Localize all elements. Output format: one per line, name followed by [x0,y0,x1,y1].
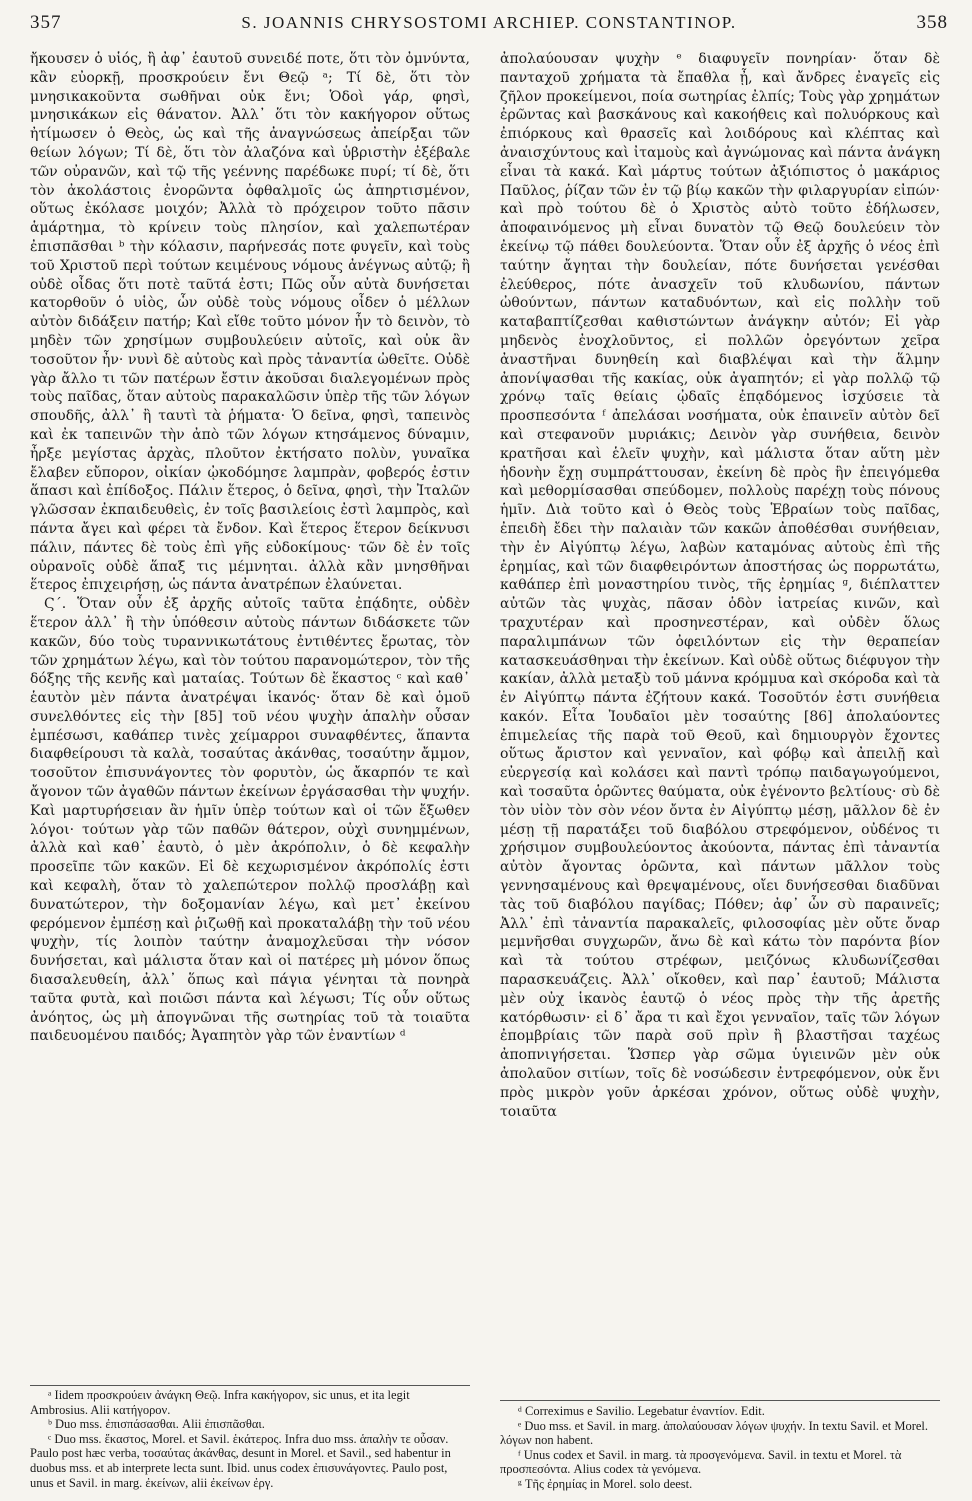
footnote-d: ᵈ Correximus e Savilio. Legebatur ἐναντίον. Edit. [518,1404,765,1418]
footnote-f: ᶠ Unus codex et Savil. in marg. τὰ προσγενόμενα. Savil. in textu et Morel. τὰ προσπεσόντα. Alius codex τὰ γενόμενα. [500,1447,902,1477]
left-paragraph-2: Ϛ΄. Ὅταν οὖν ἐξ ἀρχῆς αὐτοῖς ταῦτα ἐπᾴδητε, οὐδὲν ἕτερον ἀλλ᾽ ἢ τὴν ὑπόθεσιν αὐτοὺς πάντων διδάσκετε τῶν κακῶν, δύο τοὺς τυραννικωτάτους ἐντιθέντες ἔρωτας, τὸν τῶν χρημάτων λέγω, καὶ τὸν τούτου παρανομώτερον, τὸν τῆς δόξης τῆς κενῆς καὶ ματαίας. Τούτων δὲ ἕκαστος ᶜ καὶ καθ᾽ ἑαυτὸν μὲν πάντα ἀνατρέψαι ἱκανός· ὅταν δὲ καὶ ὁμοῦ συνελθόντες εἰς τὴν [85] τοῦ νέου ψυχὴν ἁπαλὴν οὖσαν ἐμπέσωσι, καθάπερ τινὲς χείμαρροι συναφθέντες, ἅπαντα διαφθείρουσι τὰ καλὰ, τοσαύτας ἀκάνθας, τοσαύτην ἄμμον, τοσοῦτον ἐπισυνάγοντες τὸν φορυτὸν, ὡς ἄκαρπόν τε καὶ ἄγονον τῶν ἀγαθῶν πάντων ἐκείνων ἐργάσασθαι τὴν ψυχήν. Καὶ μαρτυρήσειαν ἂν ἡμῖν ὑπὲρ τούτων καὶ οἱ τῶν ἔξωθεν λόγοι· τούτων γὰρ τῶν παθῶν θάτερον, οὐχὶ συνημμένων, ἀλλὰ καὶ καθ᾽ ἑαυτὸ, ὁ μὲν ἀκρόπολιν, ὁ δὲ κεφαλὴν προσεῖπε τῶν κακῶν. Εἰ δὲ κεχωρισμένον ἀκρόπολίς ἐστι καὶ κεφαλὴ, ὅταν τὸ χαλεπώτερον πολλῷ προσλάβῃ καὶ δυνατώτερον, τὴν δοξομανίαν λέγω, καὶ μετ᾽ ἐκείνου φερόμενον ἐμπέσῃ καὶ ῥιζωθῇ καὶ προκαταλάβῃ τὴν τοῦ νέου ψυχὴν, τίς λοιπὸν ταύτην ἀναμοχλεῦσαι τὴν νόσον δυνήσεται, καὶ μάλιστα ὅταν καὶ οἱ πατέρες μὴ μόνον ὅπως διασαλευθείη, ἀλλ᾽ ὅπως καὶ πάγια γένηται τὰ πονηρὰ ταῦτα φυτὰ, καὶ ποιῶσι πάντα καὶ λέγωσι; Τίς οὖν οὕτως ἀνόητος, ὡς μὴ ἀπογνῶναι τῆς σωτηρίας τοῦ τὰ τοιαῦτα παιδευομένου παιδός; Ἀγαπητὸν γὰρ τῶν ἐναντίων ᵈ [30,596,470,1045]
right-column [500,50,940,1121]
footnote-a: ᵃ Iidem προσκρούειν ἀνάγκη Θεῷ. Infra κακήγορον, sic unus, et ita legit Ambrosius. Alii κατήγορον. [30,1388,410,1417]
left-column [30,50,470,1046]
page-number-right: 358 [916,12,948,33]
footnote-rule-left [30,1385,470,1386]
footnote-g: ᵍ Τῆς ἐρημίας in Morel. solo deest. [518,1476,693,1491]
footnotes-left [30,1388,470,1490]
right-paragraph-1: ἀπολαύουσαν ψυχὴν ᵉ διαφυγεῖν πονηρίαν· ὅταν δὲ πανταχοῦ χρήματα τὰ ἔπαθλα ᾖ, καὶ ἄνδρες ἐναγεῖς εἰς ζῆλον προκείμενοι, ποία σωτηρίας ἐλπίς; Τοὺς γὰρ χρημάτων ἐρῶντας καὶ βασκάνους καὶ κακοήθεις καὶ πολυόρκους καὶ ἐπιόρκους καὶ θρασεῖς καὶ λοιδόρους καὶ κλέπτας καὶ ἀναισχύντους καὶ ἰταμοὺς καὶ ἀγνώμονας καὶ πάντα ἀνάγκη εἶναι τὰ κακά. Καὶ μάρτυς τούτων ἀξιόπιστος ὁ μακάριος Παῦλος, ῥίζαν τῶν ἐν τῷ βίῳ κακῶν τὴν φιλαργυρίαν εἰπών· καὶ πρὸ τούτου δὲ ὁ Χριστὸς αὐτὸ τοῦτο ἐδήλωσεν, ἀποφαινόμενος μὴ εἶναι δυνατὸν τῷ Θεῷ δουλεύειν τὸν ἐκείνῳ τῷ πάθει δουλεύοντα. Ὅταν οὖν ἐξ ἀρχῆς ὁ νέος ἐπὶ ταύτην ἄγηται τὴν δουλείαν, πότε δυνήσεται γενέσθαι ἐλεύθερος, πότε ἀνασχεῖν τοῦ κλυδωνίου, πάντων ὠθούντων, πάντων καταδυόντων, καὶ εἰς πολλὴν τοῦ καταβαπτίζεσθαι καθιστώντων ἀνάγκην αὐτόν; Εἰ γὰρ μηδενὸς ἐνοχλοῦντος, εἰ πολλῶν ὀρεγόντων χεῖρα ἀναστῆναι δυνηθείη καὶ διαβλέψαι καὶ τὴν ἅλμην ἀπονίψασθαι τῆς κακίας, οὐκ ἀγαπητόν; εἰ γὰρ πολλῷ τῷ χρόνῳ ταῖς θείαις ᾠδαῖς ἐπᾳδόμενος ἰσχύσειε τὰ προσπεσόντα ᶠ ἀπελάσαι νοσήματα, οὐκ ἐπαινεῖν αὐτὸν δεῖ καὶ στεφανοῦν μυριάκις; Δεινὸν γὰρ συνήθεια, δεινὸν κρατῆσαι καὶ ἑλεῖν ψυχὴν, καὶ μάλιστα ὅταν αὕτη μὲν ἡδονὴν ἔχῃ συμπράττουσαν, ἐκείνη δὲ πρὸς ἣν ἐπειγόμεθα καὶ μεθορμίσασθαι σπεύδομεν, πολλοὺς παρέχῃ τοὺς πόνους ἡμῖν. Διὰ τοῦτο καὶ ὁ Θεὸς τοὺς Ἑβραίων τοὺς παῖδας, ἐπειδὴ ἔδει τὴν παλαιὰν τῶν κακῶν ἀποθέσθαι συνήθειαν, τὴν ἐν Αἰγύπτῳ λέγω, λαβὼν καταμόνας αὐτοὺς ἐπὶ τῆς ἐρημίας, καὶ τῶν διαφθειρόντων ἀποστήσας ὡς πορρωτάτω, καθάπερ ἐπὶ μοναστηρίου τινὸς, τῆς ἐρημίας ᵍ, διέπλαττεν αὐτῶν τὰς ψυχὰς, πᾶσαν ὁδὸν ἰατρείας κινῶν, καὶ τραχυτέραν καὶ προσηνεστέραν, καὶ οὐδὲν ὅλως παραλιμπάνων τῶν ὀφειλόντων εἰς τὴν θεραπείαν κατασκευάσθηναι τὴν ἐκείνων. Καὶ οὐδὲ οὕτως διέφυγον τὴν κακίαν, ἀλλὰ μεταξὺ τοῦ μάννα κρόμμυα καὶ σκόροδα καὶ τὰ ἐν Αἰγύπτῳ πάντα ἐζήτουν κακά. Τοσοῦτόν ἐστι συνήθεια κακόν. Εἶτα Ἰουδαῖοι μὲν τοσαύτης [86] ἀπολαύοντες ἐπιμελείας τῆς παρὰ τοῦ Θεοῦ, καὶ δημιουργὸν ἔχοντες οὕτως ἄριστον καὶ γενναῖον, καὶ φόβῳ καὶ ἀπειλῇ καὶ εὐεργεσίᾳ καὶ κολάσει καὶ παντὶ τρόπῳ παιδαγωγούμενοι, καὶ τοσαῦτα ὁρῶντες θαύματα, οὐκ ἐγένοντο βελτίους· σὺ δὲ τὸν υἱὸν τὸν σὸν νέον ὄντα ἐν Αἰγύπτῳ μέσῃ, μᾶλλον δὲ ἐν μέσῃ τῇ παρατάξει τοῦ διαβόλου στρεφόμενον, οὐδένος τι χρήσιμον συμβουλεύοντος ἀκούοντα, πάντας ἐπὶ τἀναντία αὐτὸν ἄγοντας ὁρῶντα, καὶ πάντων μᾶλλον τοὺς γεννησαμένους καὶ θρεψαμένους, οἴει δυνήσεσθαι διαδῦναι τὰς τοῦ διαβόλου παγίδας; Πόθεν; ἀφ᾽ ὧν σὺ παραινεῖς; Ἀλλ᾽ ἐπὶ τἀναντία παρακαλεῖς, φιλοσοφίας μὲν οὔτε ὄναρ μεμνῆσθαι συγχωρῶν, ἄνω δὲ καὶ κάτω τὸν παρόντα βίον καὶ τὰ τούτου στρέφων, μειζόνως κλυδωνίζεσθαι παρασκευάζεις. Ἀλλ᾽ οἴκοθεν, καὶ παρ᾽ ἑαυτοῦ; Μάλιστα μὲν οὐχ ἱκανὸς ἑαυτῷ ὁ νέος πρὸς τὴν τῆς ἀρετῆς κατόρθωσιν· εἰ δ᾽ ἄρα τι καὶ ἔχοι γενναῖον, ταῖς τῶν λόγων ἐπομβρίαις τῶν παρὰ σοῦ πρὶν ἢ βλαστῆσαι ταχέως ἀποπνιγήσεται. Ὥσπερ γὰρ σῶμα ὑγιεινῶν μὲν οὐκ ἀπολαῦον σιτίων, τοῖς δὲ νοσώδεσιν ἐντρεφόμενον, οὐκ ἔνι πρὸς μικρὸν γοῦν ἀρκέσαι χρόνον, οὕτως οὐδὲ ψυχὴν, τοιαῦτα [500,51,940,1120]
footnote-e: ᵉ Duo mss. et Savil. in marg. ἀπολαύουσαν λόγων ψυχήν. In textu Savil. et Morel. λόγων non habent. [500,1418,929,1448]
running-head [30,12,948,38]
page-number-left: 357 [30,12,62,33]
footnote-c: ᶜ Duo mss. ἕκαστος, Morel. et Savil. ἑκάτερος. Infra duo mss. ἁπαλὴν τε οὖσαν. Paulo post hæc verba, τοσαύτας ἀκάνθας, desunt in Morel. et Savil., sed habentur in duobus mss. et ab interprete lecta sunt. Ibid. unus codex ἐπισυνάγοντες. Paulo post, unus et Savil. in marg. ἐκείνων, alii ἐκείνων ἐργ. [30,1431,451,1490]
footnote-rule-right [500,1400,940,1401]
footnote-b: ᵇ Duo mss. ἐπισπάσασθαι. Alii ἐπισπᾶσθαι. [48,1417,265,1432]
left-paragraph-1: ἤκουσεν ὁ υἱός, ἢ ἀφ᾽ ἑαυτοῦ συνειδέ ποτε, ὅτι τὸν ὀμνύντα, κἂν εὐορκῇ, προσκρούειν ἔνι Θεῷ ᵃ; Τί δὲ, ὅτι τὸν μνησικακοῦντα σωθῆναι οὐκ ἔνι; Ὁδοὶ γάρ, φησὶ, μνησικάκων εἰς θάνατον. Ἀλλ᾽ ὅτι τὸν κακήγορον οὕτως ἠτίμωσεν ὁ Θεὸς, ὡς καὶ τῆς ἀναγνώσεως ἀπείρξαι τῶν θείων λόγων; Τί δὲ, ὅτι τὸν ἀλαζόνα καὶ ὑβριστὴν ἐξέβαλε τῶν οὐρανῶν, καὶ τῷ τῆς γεέννης παρέδωκε πυρί; τί δὲ, ὅτι τὸν ἀκολάστοις ἐνορῶντα ὀφθαλμοῖς ὡς ἀπηρτισμένον, οὕτως ἐκόλασε μοιχόν; Ἀλλὰ τὸ πρόχειρον τοῦτο πᾶσιν ἁμάρτημα, τὸ κρίνειν τοὺς πλησίον, καὶ χαλεπωτέραν ἐπισπᾶσθαι ᵇ τὴν κόλασιν, παρήνεσάς ποτε φυγεῖν, καὶ τοὺς τοῦ Χριστοῦ περὶ τούτων κειμένους νόμους ἀνέγνως αὐτῷ; ἢ οὐδὲ οἶδας ὅτι ποτὲ ταῦτά ἐστι; Πῶς οὖν αὐτὰ δυνήσεται κατορθοῦν ὁ υἱὸς, ὧν οὐδὲ τοὺς νόμους οἶδεν ὁ μέλλων αὐτὸν διδάξειν πατήρ; Καὶ εἴθε τοῦτο μόνον ἦν τὸ δεινὸν, τὸ μηδὲν τῶν χρησίμων συμβουλεύειν αὐτοῖς, καὶ οὐκ ἂν τοσοῦτον ἦν· νυνὶ δὲ αὐτοὺς καὶ πρὸς τἀναντία ὠθεῖτε. Οὐδὲ γὰρ ἄλλο τι τῶν πατέρων ἔστιν ἀκοῦσαι διαλεγομένων πρὸς τοὺς παῖδας, ὅταν αὐτοὺς παρακαλῶσιν ὑπὲρ τῆς τῶν λόγων σπουδῆς, ἀλλ᾽ ἢ ταυτὶ τὰ ῥήματα· Ὁ δεῖνα, φησὶ, ταπεινὸς καὶ ἐκ ταπεινῶν τὴν ἀπὸ τῶν λόγων κτησάμενος δύναμιν, ἦρξε μεγίστας ἀρχὰς, πλοῦτον ἐκτήσατο πολὺν, γυναῖκα ἔλαβεν εὔπορον, οἰκίαν ᾠκοδόμησε λαμπρὰν, φοβερός ἐστιν ἅπασι καὶ ἐπίδοξος. Πάλιν ἕτερος, ὁ δεῖνα, φησὶ, τὴν Ἰταλῶν γλῶσσαν ἐκπαιδευθεὶς, ἐν τοῖς βασιλείοις ἐστὶ λαμπρὸς, καὶ πάντα ἄγει καὶ φέρει τὰ ἔνδον. Καὶ ἕτερος ἕτερον δείκνυσι πάλιν, πάντες δὲ τοὺς ἐπὶ γῆς εὐδοκίμους· τῶν δὲ ἐν τοῖς οὐρανοῖς οὐδὲ ἅπαξ τις μέμνηται. ἀλλὰ κἂν μνησθῆναι ἕτερος ἐπιχειρήσῃ, ὡς πάντα ἀνατρέπων ἐλαύνεται. [30,51,470,594]
footnotes-right [500,1404,940,1492]
running-title: S. JOANNIS CHRYSOSTOMI ARCHIEP. CONSTANTINOP. [241,13,737,32]
